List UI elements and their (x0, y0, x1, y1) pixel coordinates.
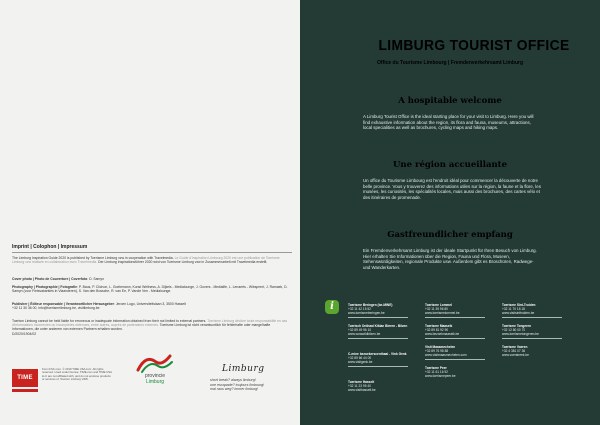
province-limburg-logo-icon (132, 352, 176, 374)
disclaimer-en: Toerism Limburg cannot be held liable for erroneous or inadequate information obtained from their not limited to external partners. (12, 319, 207, 323)
divider (425, 317, 485, 318)
office-entry (502, 345, 572, 357)
section-heading-de: Gastfreundlicher empfang (387, 230, 513, 240)
province-line1: provincie (144, 373, 165, 379)
publisher-address: : Jeroen Lugo, Universiteitslaan 3, 3500 Hasselt (113, 302, 186, 306)
disclaimer-fr: Toerisme Limburg décline toute responsabilité en cas d'informations incorrectes ou incomplètes obtenues, entre autres, auprès de partenaires externes. (12, 319, 288, 328)
office-phone: +32 11 23 95 40 (348, 384, 371, 389)
office-phone: +32 12 80 00 70 (502, 328, 526, 333)
publisher (12, 302, 290, 310)
colophon-intro-fr: Le Guide d'Inspiration Limbourg 2020 est une publication de Toerisme Limburg vzw réalisée en collaboration avec Travelmedia. (12, 256, 280, 265)
province-line2: Limburg (145, 378, 165, 385)
office-name: Toerisch Onthaal Kiklan Bieren - Bilzen (348, 324, 408, 328)
office-name: Toerisme Hasselt (348, 380, 375, 384)
page-title: LIMBURG TOURIST OFFICE (378, 37, 570, 54)
info-icon: i (325, 300, 339, 314)
page-subtitle: Office du Tourisme Limbourg | Fremdenverkehrsamt Limburg (376, 60, 524, 66)
divider (348, 366, 408, 367)
office-name: Toerisme Sint-Truiden (502, 303, 536, 307)
office-phone: +32 11 70 18 18 (502, 307, 525, 312)
office-name: Toerisme Voeren (502, 345, 528, 349)
photo-credit (12, 285, 290, 293)
limburg-brand-logo: Limburg (222, 364, 265, 374)
office-name: Toerisme Lommel (425, 303, 453, 307)
office-name: Toerisme Maaseik (425, 324, 453, 328)
office-website[interactable]: www.toerismetongeren.be (502, 332, 539, 337)
disclaimer (12, 319, 290, 336)
cover-credit (12, 277, 290, 281)
time-logo: TIME (12, 369, 38, 387)
office-website[interactable]: www.voerstreek.be (502, 353, 529, 358)
office-phone: +32 89 76 98 88 (425, 349, 449, 354)
office-entry (348, 324, 418, 339)
colophon-intro-en: The Limburg Inspiration Guide 2020 is published by Toerisme Limburg vzw in cooperation with Travelmedia. (12, 256, 174, 260)
office-phone: +32 89 66 44 00 (348, 356, 372, 361)
office-entry (502, 324, 572, 339)
office-phone: +32 11 39 96 80 (425, 307, 448, 312)
office-phone: +32 11 42 15 52 (348, 307, 371, 312)
office-name: Toerisme Peer (425, 366, 447, 370)
cover-credit-value: : D. Samyn (87, 277, 104, 281)
office-name: C-mine bezoekerscenthaal - Vink Genk (348, 352, 407, 356)
divider (502, 317, 562, 318)
divider (425, 338, 485, 339)
section-heading-en: A hospitable welcome (398, 96, 502, 106)
section-body-en: A Limburg Tourist Office is the ideal starting place for your visit to Limburg. Here you will find exhaustive information about the region, its flora and fauna, museums, attractions, local specialities as well as brochures, cycling maps and hiking maps. (363, 114, 534, 131)
office-entry (348, 303, 418, 318)
photo-credit-value: : P. Baus, P. Clichon, L. Goetemann, Kunst Wellness, A. Dijkels - Medialounge, J. Govers - Medialife, L. Lenaerts - Wibsprent, J. Ramaek, D. Samyn (voor Fietsvakanties in Vlaanderen), S. Van den Bossche, R. van Ee, P. Vande Ven - Medialounge. (12, 285, 288, 294)
office-entry (502, 303, 572, 318)
limburg-tagline (210, 378, 264, 392)
colophon-intro-de: Der Limburg Inspirationsführer 2020 wird von Toerisme Limburg vzw in Zusammenarbeit mit Travelmedia erstellt. (98, 260, 268, 265)
tagline-en: short break? always limburg! (210, 378, 256, 382)
office-name: Toerisme Tongeren (502, 324, 532, 328)
divider (348, 317, 408, 318)
divider (502, 338, 562, 339)
time-license-note: From FSC.com. © 2019 TIME USA LLC. All rights reserved. Used under license. TIME.com and TIME USA LLC are not affiliated with, and do not endorse products or services of, Toerism Limburg VZW. (42, 367, 112, 382)
section-heading-fr: Une région accueillante (393, 160, 507, 170)
office-website[interactable]: www.bezoekmaaseik.be (425, 332, 460, 337)
section-body-fr: Un office du Tourisme Limbourg est l'endroit idéal pour commencer la découverte de notre belle province. Vous y trouverez des informations utiles sur la région, la faune et la flore, les musées, les curiosités, les spécialités locales, mais aussi des brochures, des cartes vélo et des itinéraires de promenade. (363, 178, 541, 200)
office-entry (425, 303, 495, 318)
colophon-title: Imprint | Colophon | Impressum (12, 244, 292, 253)
office-phone: +32 89 81 92 90 (425, 328, 449, 333)
office-website[interactable]: www.visithasselt.be (348, 388, 376, 393)
office-entry (425, 345, 495, 360)
colophon-intro (12, 256, 290, 264)
office-name: Toerisme Beringen (be-MINE) (348, 303, 393, 307)
office-entry (348, 380, 418, 392)
disclaimer-de: Toerisme Limburg ist nicht verantwortlich für fehlerhafte oder mangelhafte Informationen, die unter anderem von externen Partnern erhalten wurden. (12, 323, 271, 332)
photo-credit-label: Photography | Photographie | Fotografie (12, 285, 77, 289)
legal-deposit: D/2020/1904/02 (12, 331, 37, 336)
office-phone: +32 11 61 16 92 (425, 370, 448, 375)
time-logo-bar (12, 389, 38, 392)
office-website[interactable]: www.visitgenk.be (348, 360, 373, 365)
office-website[interactable]: www.visitmaasmechelen.com (425, 353, 467, 358)
office-entry (425, 366, 495, 378)
office-website[interactable]: www.wowwildbilzen.be (348, 332, 381, 337)
divider (425, 359, 485, 360)
office-phone: +32 89 49 96 10 (348, 328, 372, 333)
office-name: Visit Maasmechelen (425, 345, 456, 349)
office-entry (425, 324, 495, 339)
section-body-de: Ein Fremdenverkehrsamt Limburg ist der ideale Startpunkt für Ihren Besuch von Limburg. Hier erhalten Sie Informationen über die Region, Fauna und Flora, Museen, Sehenswürdigkeiten, regionale Produkte usw. Außerdem gibt es Broschüren, Radwege- und Wanderkarten. (363, 248, 537, 270)
divider (348, 338, 408, 339)
publisher-contact: +32 11 30 36 00, info@toerismelimburg.be, visitlimburg.be (12, 306, 100, 311)
office-entry (348, 352, 418, 367)
tagline-fr: une escapade? toujours limbourg! (210, 382, 265, 387)
tagline-de: mal raus weg? immer limburg! (210, 387, 259, 392)
office-website[interactable]: www.toerismeberingen.be (348, 311, 385, 316)
publisher-label: Publisher | Éditeur responsable | Verantwortlicher Herausgeber (12, 302, 114, 306)
office-website[interactable]: www.toerismelommel.be (425, 311, 460, 316)
cover-credit-label: Cover photo | Photo de Couverture | Coverfoto (12, 277, 88, 281)
province-limburg-label (132, 374, 178, 385)
office-website[interactable]: www.toerismepeer.be (425, 374, 456, 379)
office-phone: +32 4 381 07 36 (502, 349, 526, 354)
office-website[interactable]: www.visitsinttruiden.be (502, 311, 535, 316)
